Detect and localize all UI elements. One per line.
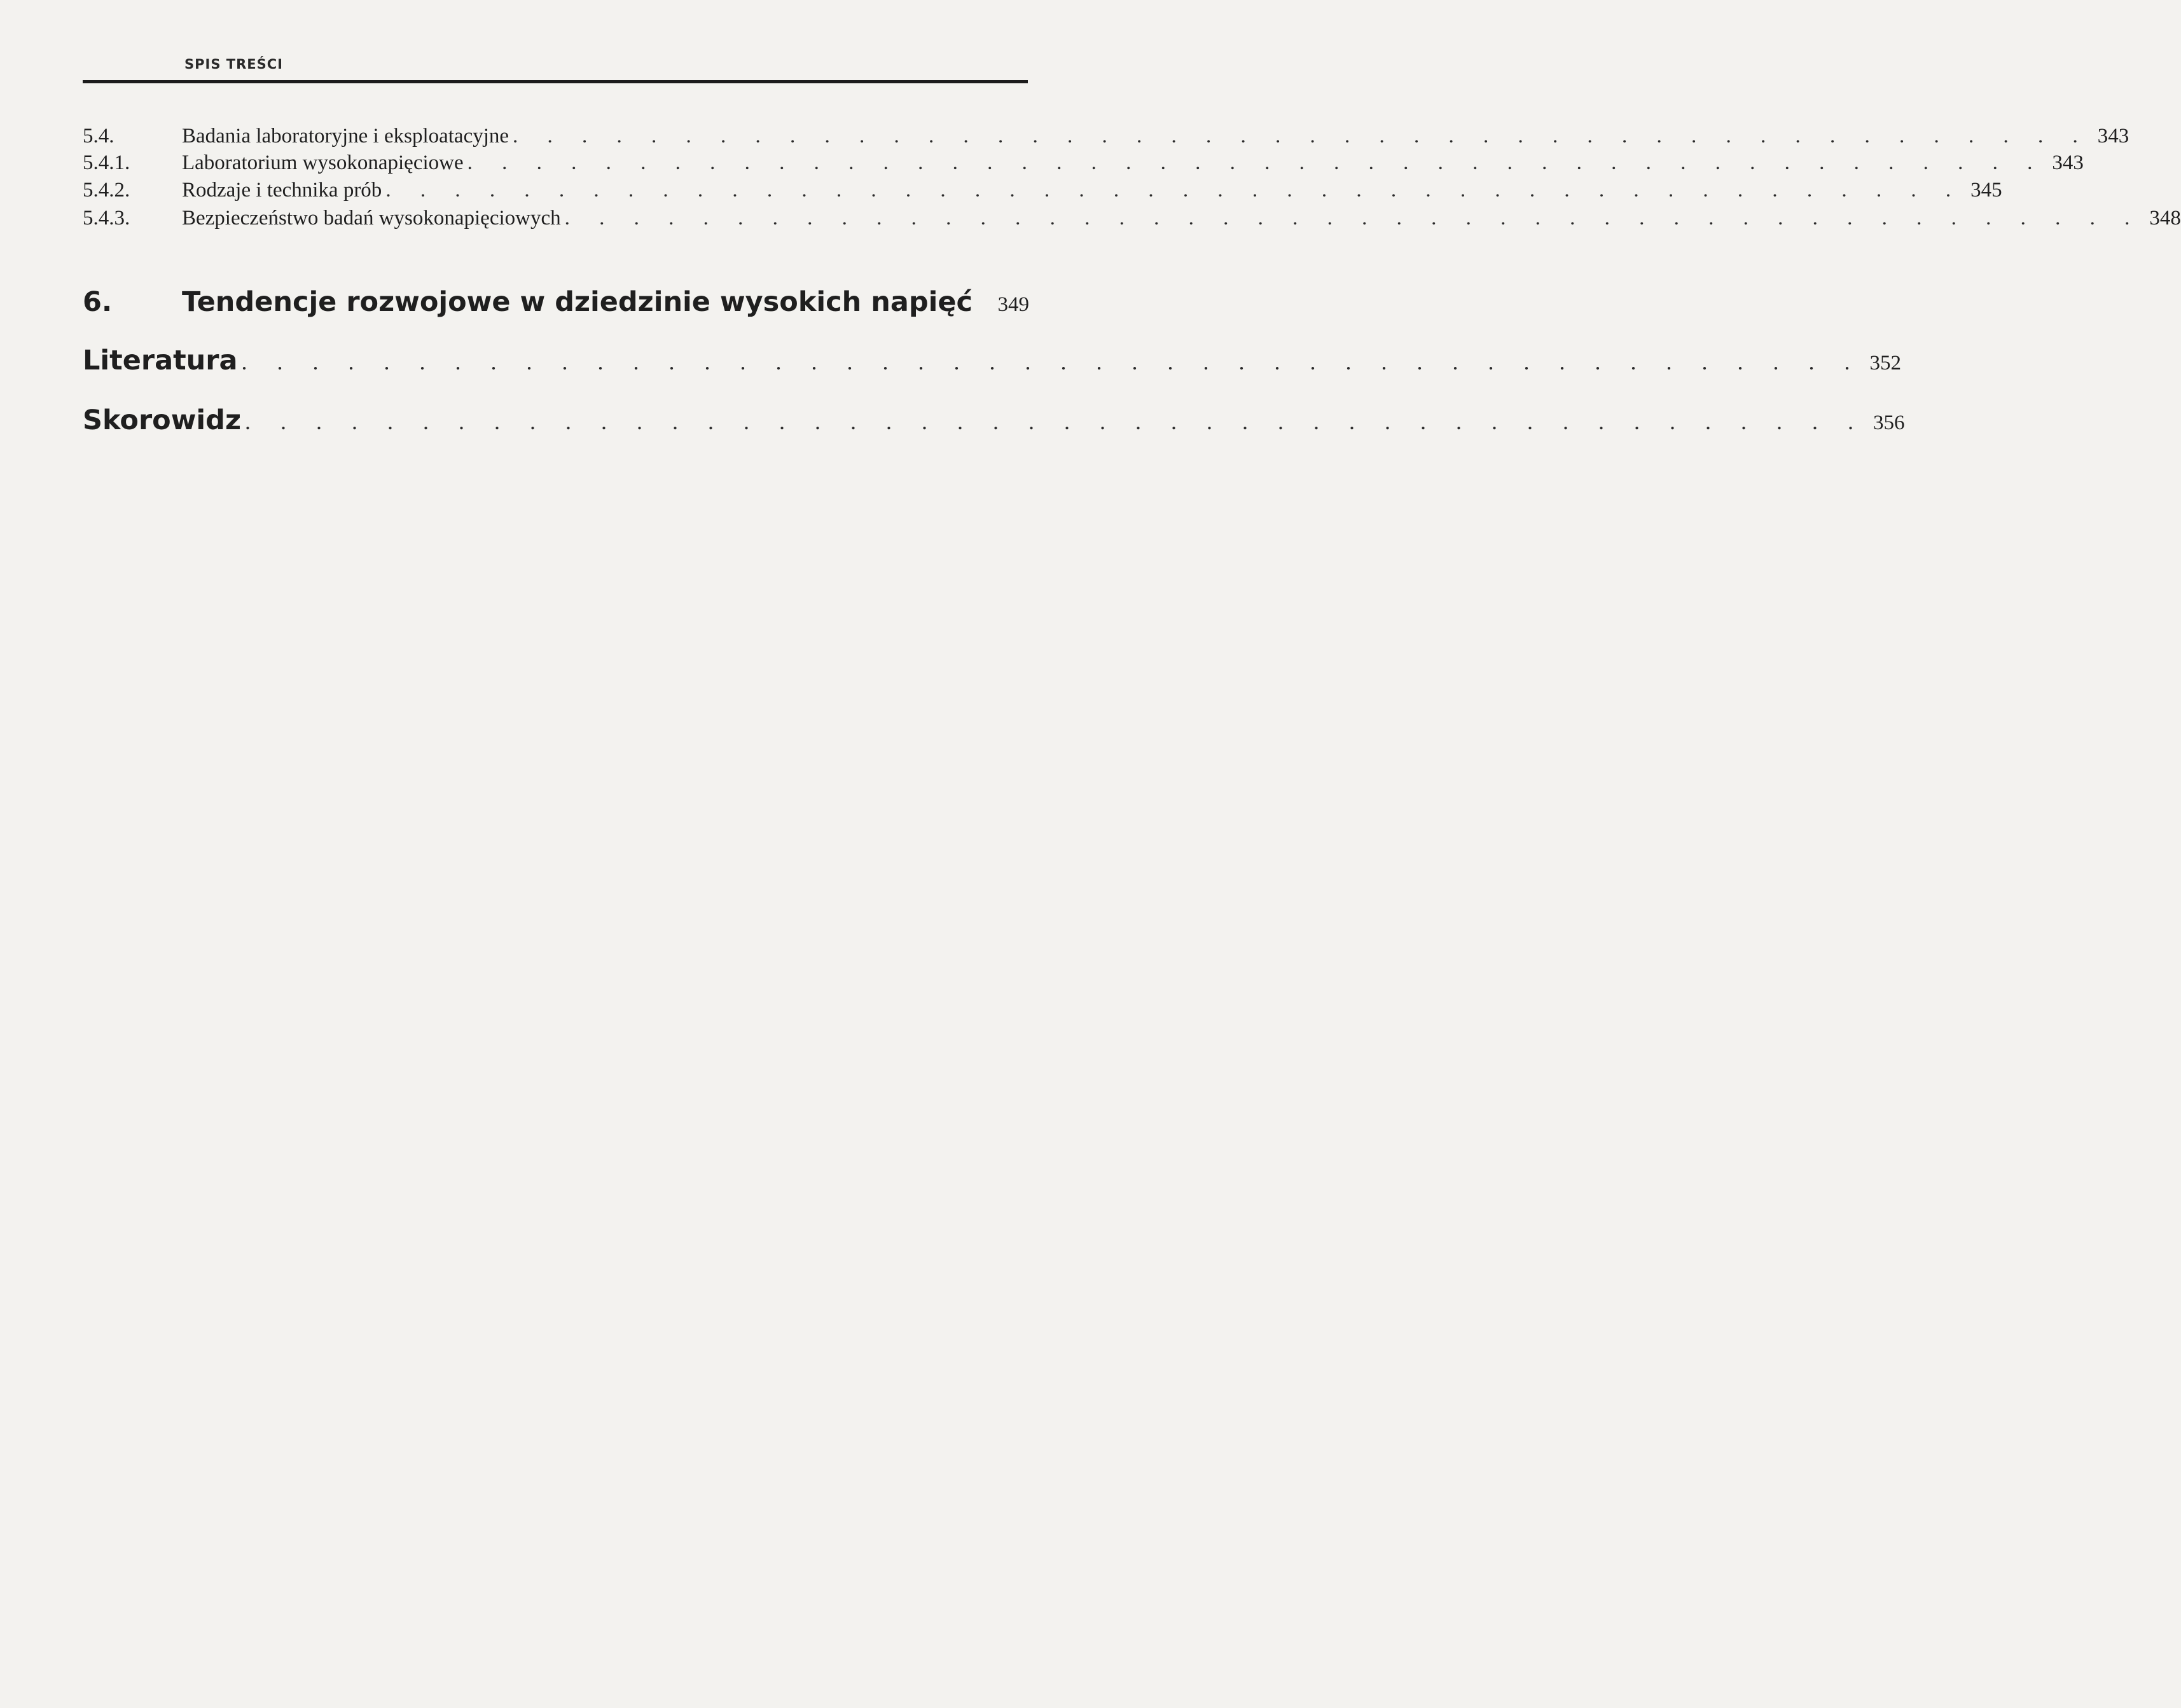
section-page: 349 [997, 293, 1029, 316]
entry-number: 5.4.2. [83, 179, 130, 202]
section-number: 6. [83, 286, 113, 318]
section-title: Skorowidz [83, 404, 241, 436]
toc-entry [83, 179, 2002, 202]
toc-entry [83, 207, 2181, 230]
entry-number: 5.4. [83, 125, 114, 148]
toc-section-chapter-6 [83, 286, 1029, 318]
section-page: 356 [1873, 411, 1905, 434]
leader-dots: . . . . . . . . . . . . . . . . . . . . . . . . . . . . . . . . . . . . . . . . . . . . . . [241, 349, 1862, 375]
section-page: 352 [1869, 352, 1901, 375]
leader-dots: . . . . . . . . . . . . . . . . . . . . . . . . . . . . . . . . . . . . . . . . . . . . . . [244, 409, 1866, 434]
entry-page: 348 [2149, 207, 2181, 230]
toc-section-literatura [83, 345, 1901, 376]
leader-dots: . . . . . . . . . . . . . . . . . . . . . . . . . . . . . . . . . . . . . . . . . . . . . . [467, 151, 2045, 174]
entry-title: Badania laboratoryjne i eksploatacyjne [182, 125, 509, 148]
entry-number: 5.4.1. [83, 151, 130, 174]
entry-page: 345 [1970, 179, 2002, 202]
header-title: SPIS TREŚCI [184, 57, 283, 72]
header-rule [83, 80, 1028, 83]
entry-title: Bezpieczeństwo badań wysokonapięciowych [182, 207, 561, 230]
entry-title: Rodzaje i technika prób [182, 179, 382, 202]
entry-number: 5.4.3. [83, 207, 130, 230]
toc-entry [83, 125, 2129, 148]
leader-dots: . . . . . . . . . . . . . . . . . . . . . . . . . . . . . . . . . . . . . . . . . . . . . . [385, 179, 1963, 202]
section-title: Tendencje rozwojowe w dziedzinie wysokich napięć [182, 286, 973, 318]
section-title: Literatura [83, 345, 238, 376]
toc-entry [83, 151, 2084, 175]
entry-page: 343 [2052, 151, 2084, 174]
leader-dots: . . . . . . . . . . . . . . . . . . . . . . . . . . . . . . . . . . . . . . . . . . . . . . [564, 207, 2142, 230]
entry-page: 343 [2097, 125, 2129, 148]
leader-dots: . . . . . . . . . . . . . . . . . . . . . . . . . . . . . . . . . . . . . . . . . . . . . . [513, 125, 2090, 148]
toc-section-skorowidz [83, 404, 1905, 436]
entry-title: Laboratorium wysokonapięciowe [182, 151, 464, 174]
